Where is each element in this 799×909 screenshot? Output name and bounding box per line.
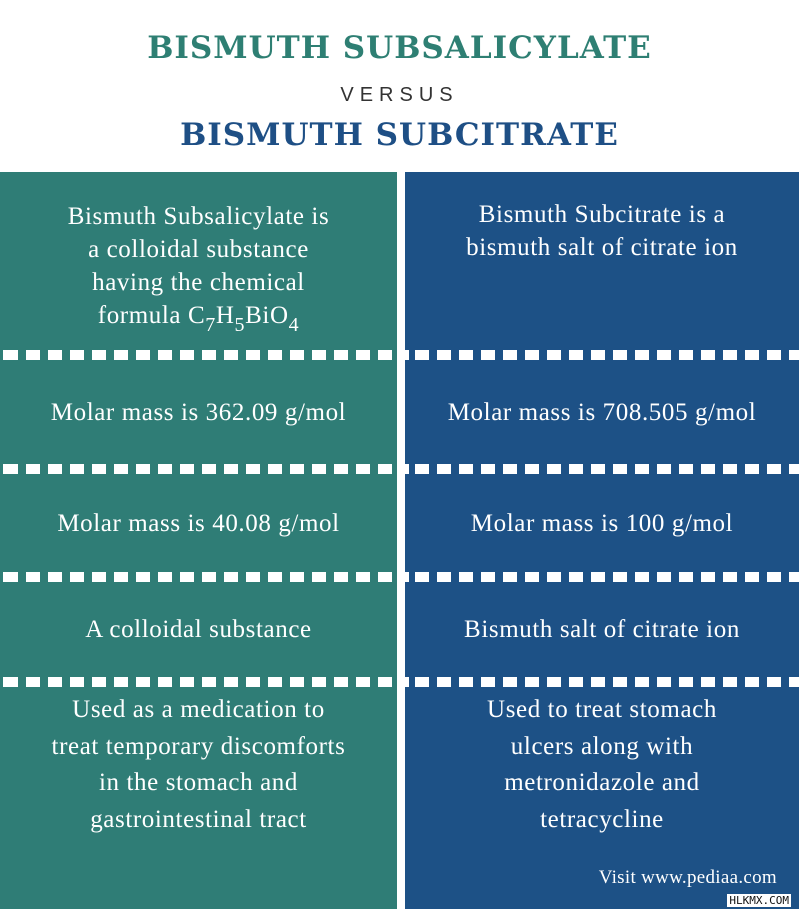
left-divider-3 bbox=[0, 572, 397, 582]
right-row5-line3: metronidazole and bbox=[504, 769, 700, 796]
formula-sub-4: 4 bbox=[288, 314, 300, 336]
left-row5-line1: Used as a medication to bbox=[72, 696, 325, 723]
left-divider-4 bbox=[0, 677, 397, 687]
left-column bbox=[0, 172, 397, 909]
right-row-definition bbox=[405, 182, 799, 350]
left-row5-line4: gastrointestinal tract bbox=[90, 805, 307, 833]
source-credit: Visit www.pediaa.com bbox=[598, 867, 777, 888]
right-row1-line1: Bismuth Subcitrate is a bbox=[478, 201, 726, 228]
left-row-definition bbox=[0, 182, 397, 350]
left-row5-line3: in the stomach and bbox=[99, 769, 298, 796]
right-row-molar-mass-2 bbox=[405, 474, 799, 572]
right-row5-line1: Used to treat stomach bbox=[487, 696, 717, 723]
left-row4-text: A colloidal substance bbox=[85, 616, 312, 643]
right-column bbox=[405, 172, 799, 909]
left-divider-2 bbox=[0, 464, 397, 474]
right-divider-2 bbox=[405, 464, 799, 474]
right-divider-3 bbox=[405, 572, 799, 582]
right-divider-1 bbox=[405, 350, 799, 360]
right-row1-line2: bismuth salt of citrate ion bbox=[466, 234, 738, 261]
header bbox=[0, 0, 799, 172]
formula-h: H bbox=[215, 302, 235, 329]
right-row-molar-mass-1 bbox=[405, 360, 799, 464]
left-row1-formula bbox=[68, 299, 330, 336]
left-row-uses bbox=[0, 692, 397, 852]
formula-sub-5: 5 bbox=[234, 314, 246, 336]
right-row-uses bbox=[405, 692, 799, 852]
right-divider-4 bbox=[405, 677, 799, 687]
right-row5-line2: ulcers along with bbox=[510, 732, 694, 760]
left-row1-line1: Bismuth Subsalicylate is bbox=[67, 203, 330, 230]
left-row2-text: Molar mass is 362.09 g/mol bbox=[50, 398, 347, 426]
left-row5-line2: treat temporary discomforts bbox=[51, 732, 346, 760]
left-row-molar-mass-2 bbox=[0, 474, 397, 572]
watermark: HLKMX.COM bbox=[729, 894, 789, 907]
title-bismuth-subsalicylate: BISMUTH SUBSALICYLATE bbox=[147, 30, 652, 66]
left-row3-text: Molar mass is 40.08 g/mol bbox=[57, 509, 340, 537]
right-row2-text: Molar mass is 708.505 g/mol bbox=[447, 398, 757, 426]
formula-bio: BiO bbox=[245, 302, 289, 329]
left-row-nature bbox=[0, 582, 397, 677]
left-row1-line2: a colloidal substance bbox=[88, 236, 309, 263]
right-row4-text: Bismuth salt of citrate ion bbox=[464, 616, 740, 643]
title-bismuth-subcitrate: BISMUTH SUBCITRATE bbox=[180, 117, 619, 153]
formula-sub-7: 7 bbox=[205, 314, 216, 336]
right-row-nature bbox=[405, 582, 799, 677]
right-row5-line4: tetracycline bbox=[540, 805, 664, 833]
left-divider-1 bbox=[0, 350, 397, 360]
left-row-molar-mass-1 bbox=[0, 360, 397, 464]
column-separator bbox=[397, 172, 405, 909]
versus-label: VERSUS bbox=[340, 84, 459, 106]
left-row1-line3: having the chemical bbox=[92, 269, 305, 296]
right-row3-text: Molar mass is 100 g/mol bbox=[470, 509, 734, 537]
formula-prefix: formula C bbox=[97, 302, 206, 329]
